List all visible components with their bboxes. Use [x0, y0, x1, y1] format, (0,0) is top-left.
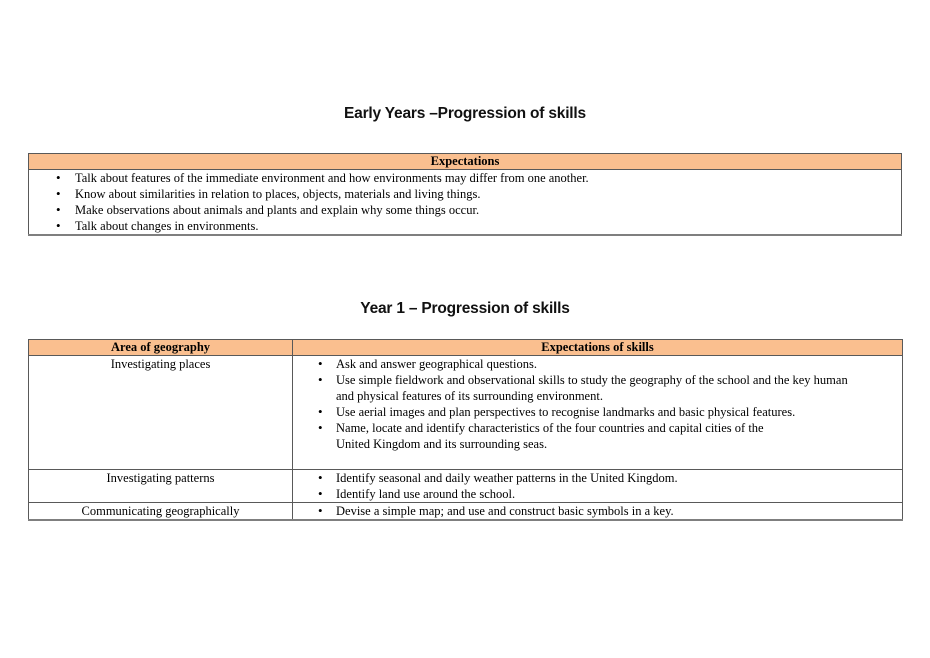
expectations-cell	[29, 170, 902, 236]
bullet-text: • Identify land use around the school.	[336, 487, 516, 501]
table-header-row	[29, 340, 903, 356]
bullet-text: • Know about similarities in relation to places, objects, materials and living things.	[75, 187, 481, 201]
table-row-investigating-patterns	[29, 470, 903, 503]
bullet-text: • Use simple fieldwork and observational skills to study the geography of the school and the key human	[336, 373, 848, 387]
bullet-text: • Identify seasonal and daily weather patterns in the United Kingdom.	[336, 471, 678, 485]
area-cell: Communicating geographically	[29, 503, 293, 521]
bullet-text: United Kingdom and its surrounding seas.	[336, 437, 548, 451]
early-years-expectations-table	[28, 153, 902, 236]
bullet-text: and physical features of its surrounding environment.	[336, 389, 603, 403]
skills-cell	[293, 503, 903, 521]
bullet-text: • Talk about features of the immediate environment and how environments may differ from one another.	[75, 171, 589, 185]
bullet-item	[29, 170, 901, 186]
table-row	[29, 170, 902, 236]
year1-skills-table	[28, 339, 903, 521]
bullet-text: • Make observations about animals and plants and explain why some things occur.	[75, 203, 480, 217]
expectations-of-skills-header-cell: Expectations of skills	[293, 340, 903, 356]
bullet-item	[293, 470, 902, 486]
skills-cell	[293, 356, 903, 470]
bullet-text: • Use aerial images and plan perspectives to recognise landmarks and basic physical features.	[336, 405, 796, 419]
bullet-item	[29, 218, 901, 234]
bullet-item	[293, 420, 902, 452]
skills-cell	[293, 470, 903, 503]
bullet-text: • Devise a simple map; and use and construct basic symbols in a key.	[336, 504, 674, 518]
bullet-text: • Name, locate and identify characteristics of the four countries and capital cities of the	[336, 421, 764, 435]
bullet-item	[293, 356, 902, 372]
bullet-item	[293, 503, 902, 519]
area-cell: Investigating places	[29, 356, 293, 470]
bullet-item	[293, 404, 902, 420]
bullet-text: • Ask and answer geographical questions.	[336, 357, 537, 371]
year1-title: Year 1 – Progression of skills	[360, 300, 570, 317]
bullet-item	[293, 372, 902, 404]
area-cell: Investigating patterns	[29, 470, 293, 503]
expectations-header-cell: Expectations	[29, 154, 902, 170]
bullet-item	[29, 202, 901, 218]
bullet-text: • Talk about changes in environments.	[75, 219, 259, 233]
bullet-item	[29, 186, 901, 202]
table-row-communicating-geographically	[29, 503, 903, 521]
bullet-item	[293, 486, 902, 502]
table-header-row	[29, 154, 902, 170]
early-years-title: Early Years –Progression of skills	[344, 105, 586, 122]
table-row-investigating-places	[29, 356, 903, 470]
area-of-geography-header-cell: Area of geography	[29, 340, 293, 356]
